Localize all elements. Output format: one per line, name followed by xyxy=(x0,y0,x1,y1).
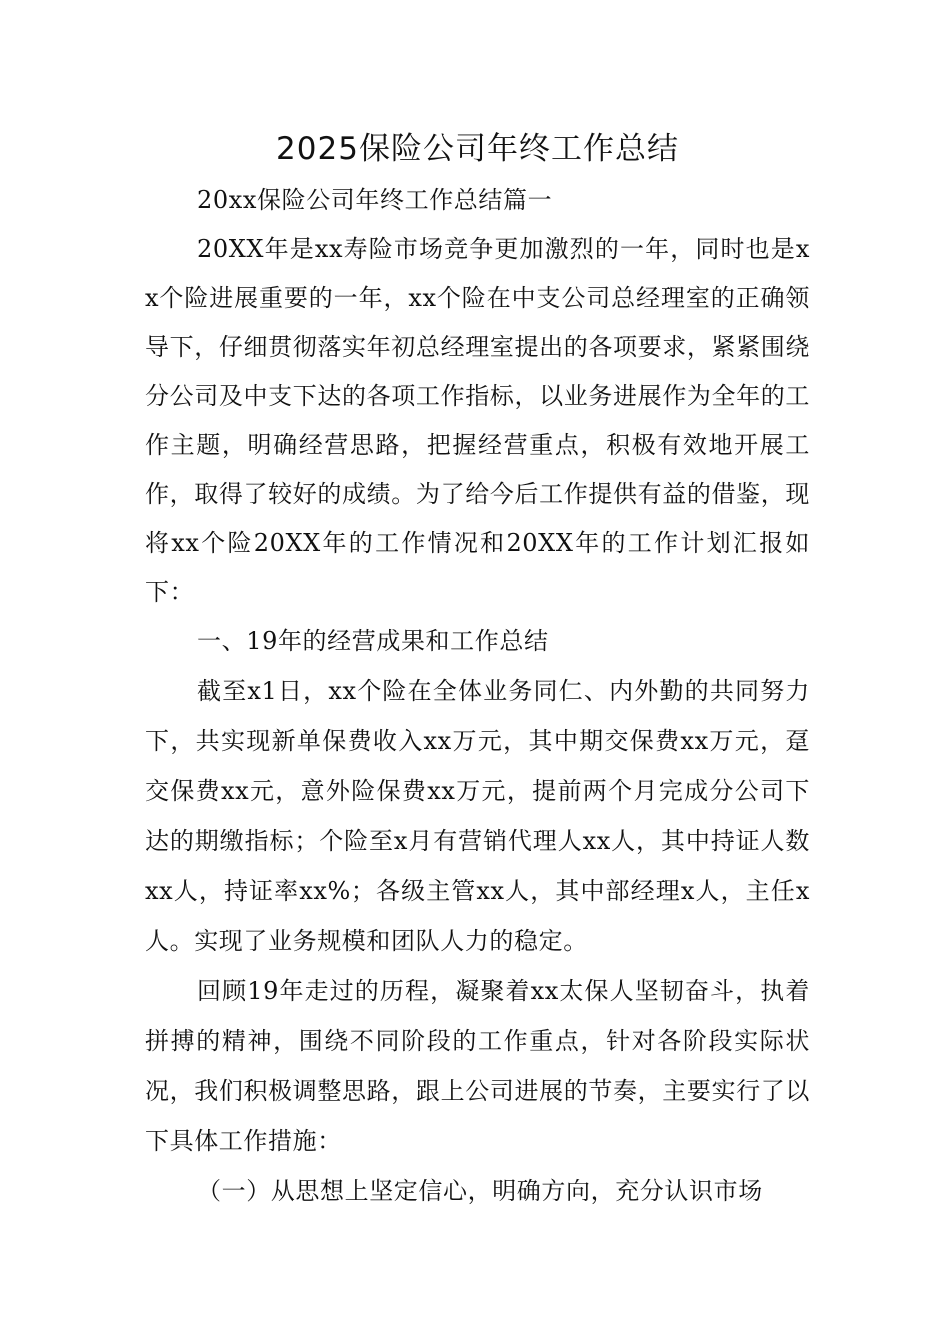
document-page xyxy=(145,126,810,1216)
document-title: 2025保险公司年终工作总结 xyxy=(276,131,679,167)
intro-paragraph: 20XX年是xx寿险市场竞争更加激烈的一年，同时也是xx个险进展重要的一年，xx个险在中支公司总经理室的正确领导下，仔细贯彻落实年初总经理室提出的各项要求，紧紧围绕分公司及中支下达的各项工作指标，以业务进展作为全年的工作主题，明确经营思路，把握经营重点，积极有效地开展工作，取得了较好的成绩。为了给今后工作提供有益的借鉴，现将xx个险20XX年的工作情况和20XX年的工作计划汇报如下： xyxy=(145,235,810,606)
measure-heading: （一）从思想上坚定信心，明确方向，充分认识市场 xyxy=(197,1177,763,1205)
results-paragraph: 截至x1日，xx个险在全体业务同仁、内外勤的共同努力下，共实现新单保费收入xx万元，其中期交保费xx万元，趸交保费xx元，意外险保费xx万元，提前两个月完成分公司下达的期缴指标；个险至x月有营销代理人xx人，其中持证人数xx人，持证率xx%；各级主管xx人，其中部经理x人，主任x人。实现了业务规模和团队人力的稳定。 xyxy=(145,677,810,955)
section-heading: 20xx保险公司年终工作总结篇一 xyxy=(197,186,553,214)
subsection-heading: 一、19年的经营成果和工作总结 xyxy=(197,627,549,655)
review-paragraph: 回顾19年走过的历程，凝聚着xx太保人坚韧奋斗，执着拼搏的精神，围绕不同阶段的工作重点，针对各阶段实际状况，我们积极调整思路，跟上公司进展的节奏，主要实行了以下具体工作措施： xyxy=(145,977,810,1155)
